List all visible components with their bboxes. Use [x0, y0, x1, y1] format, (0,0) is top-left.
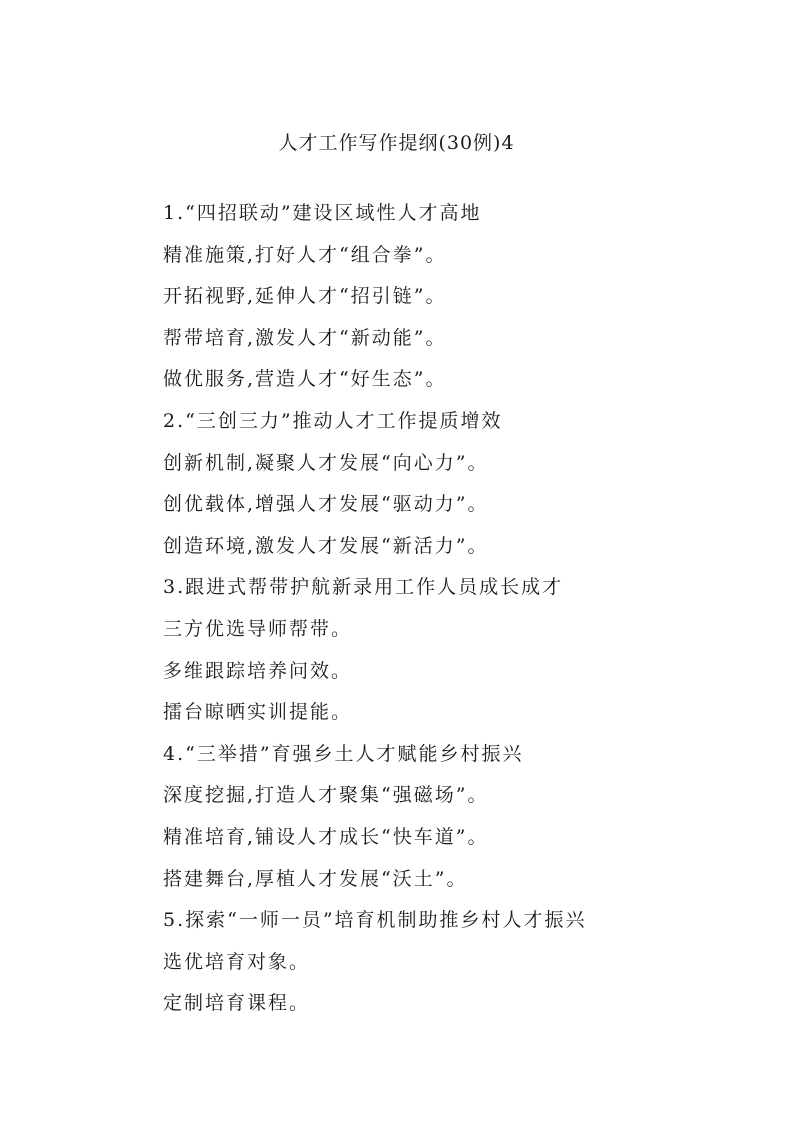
body-line: 多维跟踪培养问效。	[163, 659, 353, 682]
body-line: 开拓视野,延伸人才“招引链”。	[163, 285, 447, 308]
body-line: 三方优选导师帮带。	[163, 617, 353, 640]
body-line: 创优载体,增强人才发展“驱动力”。	[163, 493, 489, 516]
body-line: 搭建舞台,厚植人才发展“沃土”。	[163, 867, 468, 890]
body-line: 创造环境,激发人才发展“新活力”。	[163, 534, 489, 557]
body-line: 创新机制,凝聚人才发展“向心力”。	[163, 451, 489, 474]
body-line: 帮带培育,激发人才“新动能”。	[163, 326, 447, 349]
body-line: 选优培育对象。	[163, 950, 311, 973]
document-title: 人才工作写作提纲(30例)4	[278, 132, 515, 154]
body-line: 定制培育课程。	[163, 992, 311, 1015]
section-heading: 5.探索“一师一员”培育机制助推乡村人才振兴	[163, 909, 587, 932]
body-line: 擂台晾晒实训提能。	[163, 701, 353, 724]
document-body	[163, 200, 763, 1032]
section-heading: 4.“三举措”育强乡土人才赋能乡村振兴	[163, 742, 524, 765]
body-line: 精准培育,铺设人才成长“快车道”。	[163, 825, 489, 848]
section-heading: 2.“三创三力”推动人才工作提质增效	[163, 409, 503, 432]
section-heading: 1.“四招联动”建设区域性人才高地	[163, 202, 482, 224]
section-heading: 3.跟进式帮带护航新录用工作人员成长成才	[163, 576, 564, 599]
body-line: 精准施策,打好人才“组合拳”。	[163, 243, 447, 266]
body-line: 做优服务,营造人才“好生态”。	[163, 368, 447, 391]
body-line: 深度挖掘,打造人才聚集“强磁场”。	[163, 784, 489, 807]
